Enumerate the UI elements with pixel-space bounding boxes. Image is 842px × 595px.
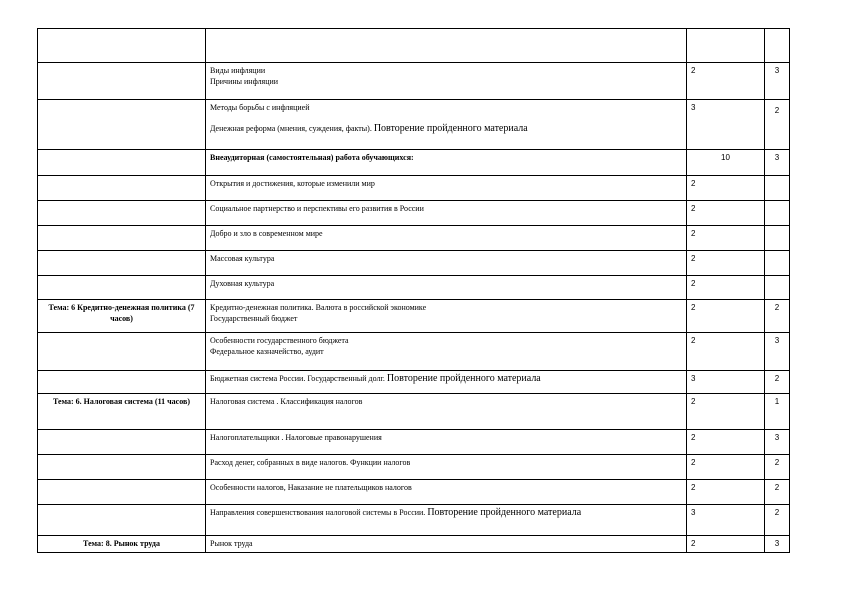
hours-cell: 3 [687, 100, 765, 150]
topic-cell [38, 430, 206, 455]
topic-cell [38, 251, 206, 276]
hours-cell: 2 [687, 394, 765, 430]
table-row [38, 455, 790, 480]
table-row [38, 505, 790, 536]
topic-cell [38, 455, 206, 480]
hours-cell: 2 [687, 276, 765, 300]
table-row [38, 300, 790, 333]
topic-cell [38, 100, 206, 150]
topic-cell [38, 276, 206, 300]
topic-cell [38, 480, 206, 505]
table-row [38, 430, 790, 455]
table-row [38, 333, 790, 371]
content-line: Открытия и достижения, которые изменили мир [210, 179, 375, 188]
content-line: Расход денег, собранных в виде налогов. Функции налогов [210, 458, 411, 467]
level-cell [765, 29, 790, 63]
curriculum-table [37, 28, 790, 553]
content-line: Виды инфляции [210, 66, 266, 75]
hours-cell: 2 [687, 201, 765, 226]
content-line: Методы борьбы с инфляцией [210, 103, 310, 112]
table-row [38, 63, 790, 100]
topic-cell [38, 201, 206, 226]
level-cell [765, 176, 790, 201]
hours-cell: 2 [687, 176, 765, 201]
topic-cell [38, 371, 206, 394]
content-cell [206, 201, 687, 226]
level-cell: 1 [765, 394, 790, 430]
hours-cell: 3 [687, 371, 765, 394]
content-cell [206, 300, 687, 333]
table-row [38, 371, 790, 394]
level-cell: 2 [765, 100, 790, 150]
content-line: Налоговая система . Классификация налогов [210, 397, 363, 406]
hours-cell: 2 [687, 480, 765, 505]
content-cell [206, 150, 687, 176]
content-line: Направления совершенствования налоговой системы в России. [210, 508, 426, 517]
table-row [38, 251, 790, 276]
content-line: Особенности налогов, Наказание не плательщиков налогов [210, 483, 412, 492]
review-note: Повторение пройденного материала [386, 373, 541, 384]
content-cell [206, 394, 687, 430]
level-cell: 2 [765, 505, 790, 536]
hours-cell: 2 [687, 333, 765, 371]
level-cell: 2 [765, 455, 790, 480]
table-row [38, 480, 790, 505]
content-cell [206, 505, 687, 536]
hours-cell: 10 [687, 150, 765, 176]
review-note: Повторение пройденного материала [427, 507, 582, 518]
content-line: Федеральное казначейство, аудит [210, 347, 324, 356]
content-line: Государственный бюджет [210, 314, 298, 323]
content-cell [206, 276, 687, 300]
content-cell [206, 455, 687, 480]
hours-cell: 3 [687, 505, 765, 536]
content-cell [206, 29, 687, 63]
topic-cell [38, 29, 206, 63]
table-row [38, 276, 790, 300]
topic-cell: Тема: 6 Кредитно-денежная политика (7 часов) [38, 300, 206, 333]
topic-cell [38, 505, 206, 536]
level-cell: 3 [765, 150, 790, 176]
content-cell [206, 480, 687, 505]
content-line: Налогоплательщики . Налоговые правонарушения [210, 433, 382, 442]
topic-cell: Тема: 8. Рынок труда [38, 536, 206, 553]
topic-cell [38, 176, 206, 201]
table-row [38, 201, 790, 226]
topic-cell [38, 63, 206, 100]
content-line: Причины инфляции [210, 77, 279, 86]
content-cell [206, 63, 687, 100]
content-cell [206, 176, 687, 201]
content-line: Социальное партнерство и перспективы его развития в России [210, 204, 424, 213]
table-row [38, 150, 790, 176]
content-cell [206, 536, 687, 553]
content-line: Духовная культура [210, 279, 275, 288]
level-cell [765, 201, 790, 226]
hours-cell: 2 [687, 300, 765, 333]
content-line: Добро и зло в современном мире [210, 229, 323, 238]
content-cell [206, 430, 687, 455]
hours-cell: 2 [687, 430, 765, 455]
table-row [38, 536, 790, 553]
content-line: Кредитно-денежная политика. Валюта в российской экономике [210, 303, 427, 312]
topic-cell [38, 333, 206, 371]
level-cell: 3 [765, 430, 790, 455]
hours-cell: 2 [687, 226, 765, 251]
content-line: Бюджетная система России. Государственный долг. [210, 374, 385, 383]
level-cell: 3 [765, 333, 790, 371]
table-row [38, 176, 790, 201]
level-cell: 2 [765, 480, 790, 505]
table-row [38, 394, 790, 430]
hours-cell: 2 [687, 536, 765, 553]
review-note: Повторение пройденного материала [373, 123, 528, 134]
content-line: Массовая культура [210, 254, 275, 263]
content-line: Рынок труда [210, 539, 253, 548]
level-cell [765, 251, 790, 276]
content-cell [206, 333, 687, 371]
content-cell [206, 100, 687, 150]
content-cell [206, 371, 687, 394]
level-cell [765, 276, 790, 300]
level-cell: 2 [765, 300, 790, 333]
content-line: Внеаудиторная (самостоятельная) работа обучающихся: [210, 153, 414, 162]
table-row [38, 100, 790, 150]
content-cell [206, 226, 687, 251]
table-row [38, 226, 790, 251]
topic-cell: Тема: 6. Налоговая система (11 часов) [38, 394, 206, 430]
content-cell [206, 251, 687, 276]
level-cell: 3 [765, 536, 790, 553]
hours-cell: 2 [687, 455, 765, 480]
content-line: Особенности государственного бюджета [210, 336, 349, 345]
topic-cell [38, 150, 206, 176]
level-cell [765, 226, 790, 251]
level-cell: 2 [765, 371, 790, 394]
level-cell: 3 [765, 63, 790, 100]
hours-cell: 2 [687, 63, 765, 100]
topic-cell [38, 226, 206, 251]
content-line: Денежная реформа (мнения, суждения, факты). [210, 124, 372, 133]
hours-cell: 2 [687, 251, 765, 276]
hours-cell [687, 29, 765, 63]
table-row [38, 29, 790, 63]
